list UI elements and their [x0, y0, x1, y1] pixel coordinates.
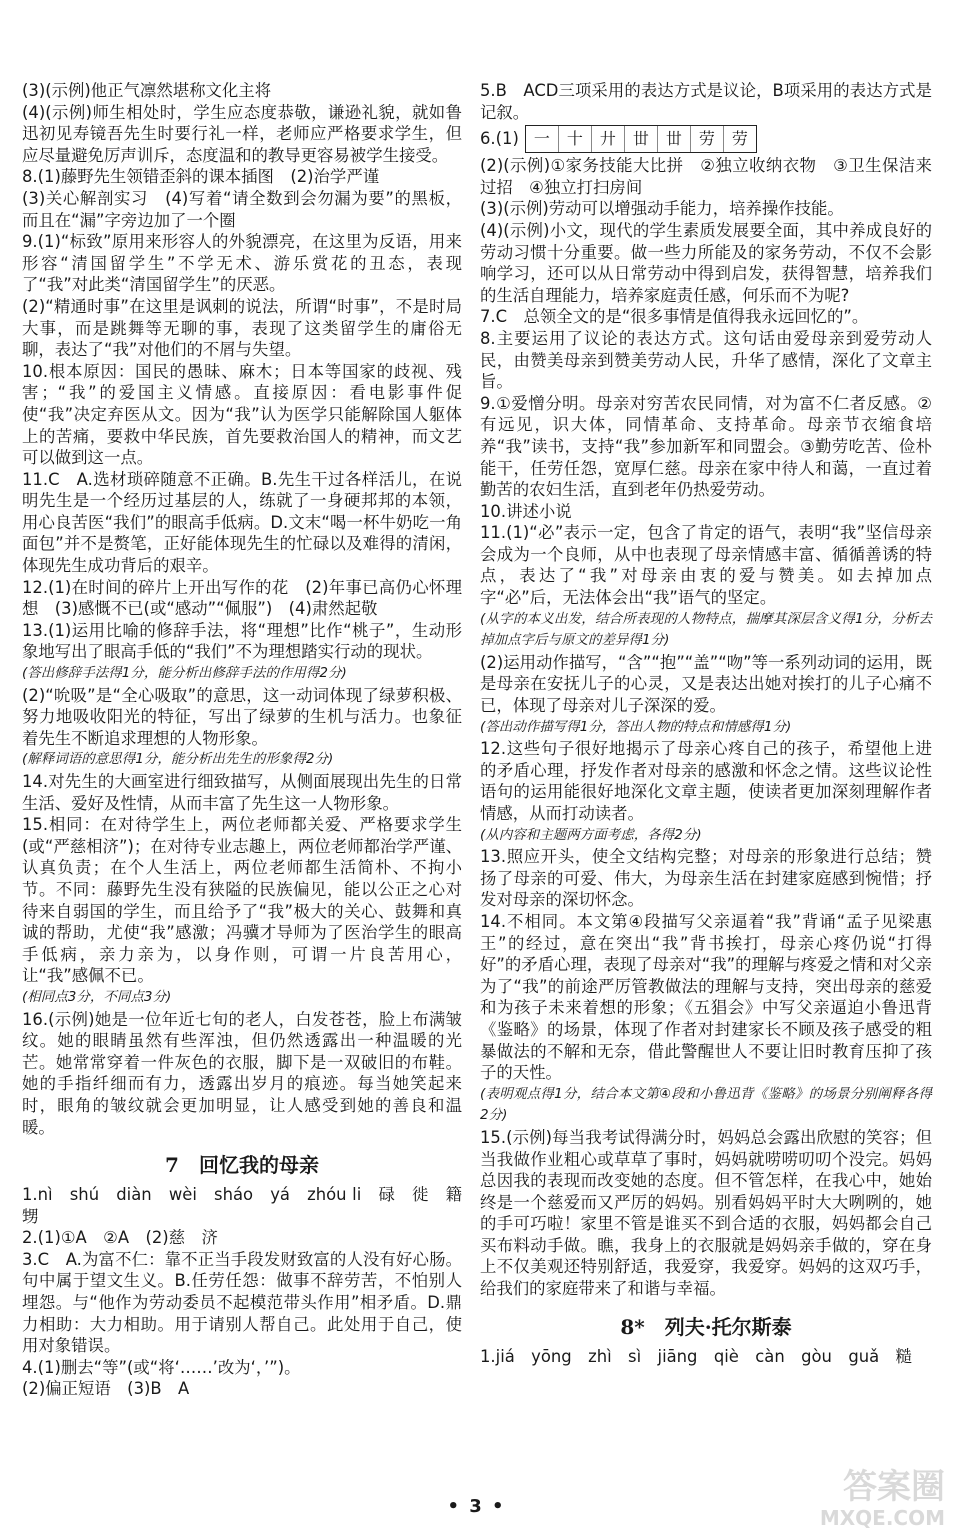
answer-paragraph	[22, 577, 462, 620]
answer-text: 16.(示例)她是一位年近七旬的老人，白发苍苍，脸上布满皱纹。她的眼睛虽然有些浑浊，但仍然透露出一种温暖的光芒。她常常穿着一件灰色的衣服，脚下是一双破旧的布鞋。她的手指纤细而有力，透露出岁月的痕迹。每当她笑起来时，眼角的皱纹就会更加明显，让人感受到她的善良和温暖。	[22, 1009, 462, 1137]
answer-paragraph	[22, 685, 462, 750]
stroke-order-cell: 廾	[592, 126, 625, 152]
answer-paragraph	[22, 188, 462, 231]
stroke-order-cell: 劳	[691, 126, 724, 152]
answer-paragraph	[480, 846, 932, 911]
answer-text: 8.(1)藤野先生领错歪斜的课本插图 (2)治学严谨	[22, 167, 380, 187]
watermark-logo	[795, 1468, 945, 1534]
answer-paragraph	[22, 80, 462, 102]
answer-paragraph	[480, 155, 932, 198]
watermark-logo-top: 答案圈	[843, 1467, 945, 1507]
stroke-order-cell: 十	[559, 126, 592, 152]
answer-paragraph	[22, 1009, 462, 1139]
answer-text: 12.这些句子很好地揭示了母亲心疼自己的孩子，希望他上进的矛盾心理，抒发作者对母亲的感激和怀念之情。这些议论性语句的运用能很好地深化文章主题，使读者更加深刻理解作者情感，从而打动读者。	[480, 739, 932, 823]
answer-text: 9.①爱憎分明。母亲对穷苦农民同情，对为富不仁者反感。②有远见，识大体，同情革命、支持革命。母亲节衣缩食培养“我”读书，支持“我”参加新军和同盟会。③勤劳吃苦、俭朴能干，任劳任怨，宽厚仁慈。母亲在家中待人和蔼，一直过着勤苦的农妇生活，直到老年仍热爱劳动。	[480, 393, 932, 500]
answer-text: 9.(1)“标致”原用来形容人的外貌漂亮，在这里为反语，用来形容“清国留学生”不学无术、游乐赏花的丑态，表现了“我”对此类“清国留学生”的厌恶。	[22, 232, 462, 295]
answer-text: 8.主要运用了议论的表达方式。这句话由爱母亲到爱劳动人民，由赞美母亲到赞美劳动人民，升华了感情，深化了文章主旨。	[480, 328, 932, 392]
answer-text: 7.C 总领全文的是“很多事情是值得我永远回忆的”。	[480, 307, 869, 327]
stroke-order-cell: 一	[526, 126, 559, 152]
answer-text: 11.(1)“必”表示一定，包含了肯定的语气，表明“我”坚信母亲会成为一个良师，从中也表现了母亲情感丰富、循循善诱的特点，表达了“我”对母亲由衷的爱与赞美。如去掉加点字“必”后，无法体会出“我”语气的坚定。	[480, 523, 932, 608]
scoring-note: (从字的本义出发，结合所表现的人物特点，揣摩其深层含义得1分，分析去掉加点字后与原文的差异得1分)	[480, 610, 932, 649]
answer-text: 1.nì shú diàn wèi sháo yá zhóu li 碌 徙 籍 甥	[22, 1185, 479, 1226]
answer-paragraph	[480, 306, 932, 328]
answer-paragraph	[22, 296, 462, 361]
answer-text: 13.(1)运用比喻的修辞手法，将“理想”比作“桃子”，生动形象地写出了眼高手低的“我们”不为理想踏实行动的现状。	[22, 620, 462, 662]
answer-text: 14.不相同。本文第④段描写父亲逼着“我”背诵“孟子见梁惠王”的经过，意在突出“我”背书挨打，母亲心疼仍说“打得好”的矛盾心理，表现了母亲对“我”的理解与疼爱之情和对父亲为了“我”的前途严厉管教做法的理解与支持，突出母亲的慈爱和为孩子未来着想的形象；《五猖会》中写父亲逼迫小鲁迅背《鉴略》的场景，体现了作者对封建家长不顾及孩子感受的粗暴做法的不解和无奈，借此警醒世人不要让旧时教育压抑了孩子的天性。	[480, 911, 932, 1083]
page-number: • 3 •	[447, 1496, 506, 1517]
answer-text: 10.根本原因：国民的愚昧、麻木；日本等国家的歧视、残害；“我”的爱国主义情感。直接原因：看电影事件促使“我”决定弃医从文。因为“我”认为医学只能解除国人躯体上的苦痛，要救中华民族，首先要救治国人的精神，而文艺可以做到这一点。	[22, 361, 462, 468]
answer-paragraph	[22, 1184, 479, 1227]
answer-text: (2)“精通时事”在这里是讽刺的说法，所谓“时事”，不是时局大事，而是跳舞等无聊的事，表现了这类留学生的庸俗无聊，表达了“我”对他们的不屑与失望。	[22, 296, 462, 360]
stroke-order-cell: 丗	[658, 126, 691, 152]
answer-paragraph	[22, 231, 462, 296]
answer-text: (2)“吮吸”是“全心吸取”的意思，这一动词体现了绿萝积极、努力地吸收阳光的特征，写出了绿萝的生机与活力。也象征着先生不断追求理想的人物形象。	[22, 685, 462, 748]
answer-paragraph	[22, 361, 462, 469]
answer-paragraph	[480, 738, 932, 824]
answer-text: 4.(1)删去“等”(或“将‘……’改为‘，’”)。	[22, 1357, 301, 1377]
answer-paragraph	[480, 80, 932, 123]
answer-text: (2)运用动作描写，“含”“抱”“盖”“吻”等一系列动词的运用，既是母亲在安抚儿子的心灵，又是表达出她对挨打的儿子心痛不已，体现了母亲对儿子深深的爱。	[480, 652, 932, 716]
answer-text: 11.C A.选材琐碎随意不正确。B.先生干过各样活儿，在说明先生是一个经历过基层的人，练就了一身硬邦邦的本领，用心良苦医“我们”的眼高手低病。D.文末“喝一杯牛奶吃一角面包”并不是赘笔，正好能体现先生的忙碌以及难得的清闲，体现先生成功背后的艰辛。	[22, 469, 462, 576]
answer-text: 5.B ACD三项采用的表达方式是议论，B项采用的表达方式是记叙。	[480, 81, 932, 122]
scoring-note: (从内容和主题两方面考虑，各得2分)	[480, 826, 702, 843]
answer-paragraph	[22, 1378, 462, 1400]
section-heading: 7 回忆我的母亲	[165, 1153, 319, 1178]
answer-text: (3)关心解剖实习 (4)写着“请全数到会勿漏为要”的黑板，而且在“漏”字旁边加了一个圈	[22, 188, 462, 230]
answer-paragraph	[22, 1357, 462, 1379]
answer-paragraph	[480, 393, 932, 501]
answer-paragraph	[480, 1346, 932, 1368]
stroke-order-row	[480, 123, 932, 155]
scoring-note: (相同点3分，不同点3分)	[22, 988, 172, 1005]
answer-paragraph	[22, 469, 462, 577]
answer-paragraph	[480, 328, 932, 393]
answer-text: (3)(示例)他正气凛然堪称文化主将	[22, 81, 272, 100]
answer-text: 15.相同：在对待学生上，两位老师都关爱、严格要求学生(或“严慈相济”)；在对待专业志趣上，两位老师都治学严谨、认真负责；在个人生活上，两位老师都生活简朴、不拘小节。不同：藤野先生没有狭隘的民族偏见，能以公正之心对待来自弱国的学生，而且给予了“我”极大的关心、鼓舞和真诚的帮助，尤使“我”感激；冯骥才导师为了医治学生的眼高手低病，亲力亲为，以身作则，可谓一片良苦用心，让“我”感佩不已。	[22, 815, 462, 986]
scoring-note: (解释词语的意思得1分，能分析出先生的形象得2分)	[22, 751, 334, 768]
answer-paragraph	[480, 220, 932, 306]
answer-paragraph	[22, 166, 462, 188]
answer-text: 14.对先生的大画室进行细致描写，从侧面展现出先生的日常生活、爱好及性情，从而丰富了先生这一人物形象。	[22, 772, 462, 813]
answer-paragraph	[22, 814, 462, 987]
answer-text: 1.jiá yōng zhì sì jiāng qiè càn gòu guǎ 糙	[480, 1346, 912, 1366]
answer-paragraph	[22, 620, 462, 663]
answer-text: 3.C A.为富不仁：靠不正当手段发财致富的人没有好心肠。句中属于望文生义。B.任劳任怨：做事不辞劳苦，不怕别人埋怨。与“他作为劳动委员不起模范带头作用”相矛盾。D.鼎力相助：大力相助。用于请别人帮自己。此处用于自己，使用对象错误。	[22, 1249, 462, 1356]
answer-paragraph	[22, 771, 462, 814]
stroke-order-cell: 劳	[731, 129, 748, 149]
answer-text: 13.照应开头，使全文结构完整；对母亲的形象进行总结；赞扬了母亲的可爱、伟大，为母亲生活在封建家庭感到惋惜；抒发对母亲的深切怀念。	[480, 847, 932, 910]
answer-text: 2.(1)①A ②A (2)慈 济	[22, 1228, 218, 1248]
scoring-note: (答出动作描写得1分，答出人物的特点和情感得1分)	[480, 718, 792, 735]
answer-text: (4)(示例)小文，现代的学生素质发展要全面，其中养成良好的劳动习惯十分重要。做一些力所能及的家务劳动，不仅不会影响学习，还可以从日常劳动中得到启发，获得智慧，培养我们的生活自理能力，培养家庭责任感，何乐而不为呢?	[480, 220, 932, 305]
answer-paragraph	[22, 102, 462, 167]
answer-paragraph	[480, 911, 932, 1084]
watermark-logo-bottom: MXQE.COM	[819, 1506, 945, 1530]
stroke-order-grid	[525, 125, 757, 153]
answer-text: (4)(示例)师生相处时，学生应态度恭敬，谦逊礼貌，就如鲁迅初见寿镜吾先生时要行礼一样，老师应严格要求学生，但应尽量避免厉声训斥，态度温和的教导更容易被学生接受。	[22, 102, 462, 165]
answer-paragraph	[22, 1227, 462, 1249]
answer-paragraph	[480, 198, 932, 220]
answer-paragraph	[480, 652, 932, 717]
right-column	[480, 80, 932, 1367]
answer-paragraph	[480, 501, 932, 523]
answer-text: (2)偏正短语 (3)B A	[22, 1379, 190, 1399]
answer-paragraph	[480, 522, 932, 608]
scoring-note: (表明观点得1分，结合本文第④段和小鲁迅背《鉴略》的场景分别阐释各得2分)	[480, 1085, 932, 1124]
scoring-note: (答出修辞手法得1分，能分析出修辞手法的作用得2分)	[22, 665, 347, 682]
stroke-order-cell: 丗	[625, 126, 658, 152]
left-column	[22, 80, 479, 1400]
answer-text: 12.(1)在时间的碎片上开出写作的花 (2)年事已高仍心怀理想 (3)感慨不已(或“感动”“佩服”) (4)肃然起敬	[22, 577, 462, 619]
stroke-order-label: 6.(1)	[480, 129, 519, 149]
answer-paragraph	[480, 1127, 932, 1300]
answer-text: (2)(示例)①家务技能大比拼 ②独立收纳衣物 ③卫生保洁来过招 ④独立打扫房间	[480, 156, 932, 197]
section-heading: 8* 列夫·托尔斯泰	[620, 1314, 792, 1339]
answer-paragraph	[22, 1249, 462, 1357]
answer-text: (3)(示例)劳动可以增强动手能力，培养操作技能。	[480, 199, 844, 219]
answer-text: 10.讲述小说	[480, 501, 572, 521]
answer-text: 15.(示例)每当我考试得满分时，妈妈总会露出欣慰的笑容；但当我做作业粗心或草草了事时，妈妈就唠唠叨叨个没完。妈妈总因我的表现而改变她的态度。但不管怎样，在我心中，她始终是一个慈爱而又严厉的妈妈。别看妈妈平时大大咧咧的，她的手可巧啦！家里不管是谁买不到合适的衣服，妈妈都会自己买布料动手做。瞧，我身上的衣服就是妈妈亲手做的，穿在身上不仅美观还特别舒适，我爱穿，我爱穿。妈妈的这双巧手，给我们的家庭带来了和谐与幸福。	[480, 1127, 932, 1299]
